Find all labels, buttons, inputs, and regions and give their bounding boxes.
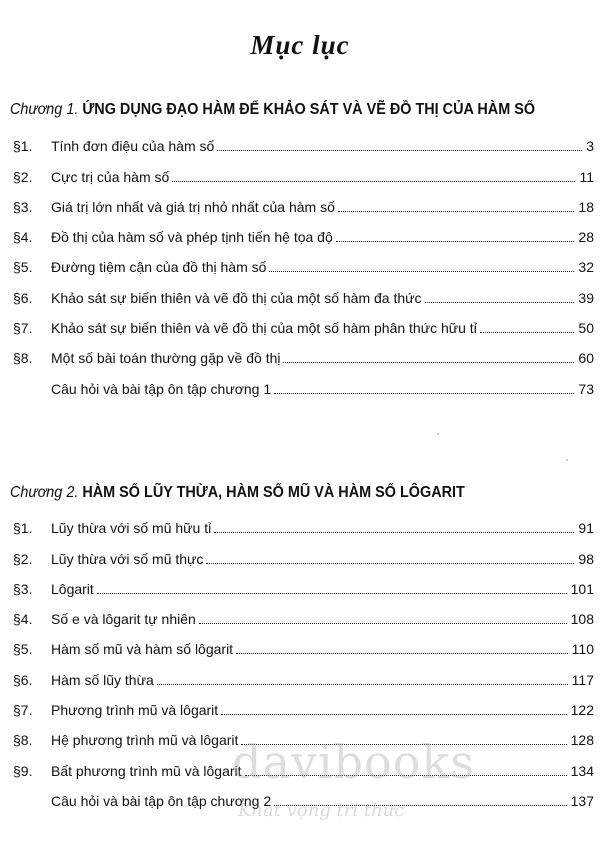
toc-entry[interactable] (10, 748, 594, 778)
dot-leader (214, 532, 574, 533)
section-number: §1. (13, 520, 33, 537)
section-number: §4. (13, 611, 33, 628)
chapter-label: Chương 2. (10, 484, 79, 501)
section-title: Khảo sát sự biến thiên và vẽ đồ thị của một số hàm phân thức hữu tỉ (51, 320, 477, 337)
chapter-title: ỨNG DỤNG ĐẠO HÀM ĐỂ KHẢO SÁT VÀ VẼ ĐỒ THỊ CỦA HÀM SỐ (82, 101, 536, 118)
page-number: 60 (578, 350, 594, 367)
toc-entry[interactable] (10, 154, 594, 184)
toc-entry[interactable] (10, 336, 594, 366)
toc-entry[interactable] (10, 185, 594, 215)
section-number: §2. (13, 168, 33, 185)
section-number: §1. (13, 138, 33, 155)
dot-leader (480, 332, 575, 333)
section-title: Số e và lôgarit tự nhiên (51, 611, 196, 628)
page-number: 91 (578, 520, 594, 537)
section-title: Đồ thị của hàm số và phép tịnh tiến hệ tọa độ (51, 229, 333, 246)
chapter-label: Chương 1. (10, 101, 79, 118)
section-title: Câu hỏi và bài tập ôn tập chương 2 (51, 792, 272, 809)
dot-leader (269, 271, 574, 272)
page-number: 110 (571, 641, 594, 658)
section-number: §3. (13, 580, 33, 597)
chapter-title: HÀM SỐ LŨY THỪA, HÀM SỐ MŨ VÀ HÀM SỐ LÔGARIT (82, 484, 465, 501)
dot-leader (157, 684, 568, 685)
toc-entry[interactable] (10, 718, 594, 748)
section-number: §8. (13, 350, 33, 367)
page-title: Mục lục (250, 30, 350, 60)
dot-leader (336, 241, 575, 242)
section-number: §7. (13, 320, 33, 337)
dot-leader (97, 593, 567, 594)
page-number: 50 (578, 320, 594, 337)
chapter-2-entries (10, 506, 594, 809)
section-title: Lũy thừa với số mũ hữu tỉ (51, 520, 212, 537)
toc-entry[interactable] (10, 627, 594, 657)
toc-entry[interactable] (10, 779, 594, 809)
page-number: 11 (579, 168, 594, 185)
section-number: §6. (13, 671, 33, 688)
section-title: Giá trị lớn nhất và giá trị nhỏ nhất của hàm số (51, 198, 335, 215)
dot-leader (241, 744, 566, 745)
dot-leader (172, 181, 575, 182)
dot-leader (236, 653, 568, 654)
toc-entry[interactable] (10, 657, 594, 687)
page-number: 128 (570, 732, 594, 749)
section-number: §3. (13, 198, 33, 215)
section-title: Câu hỏi và bài tập ôn tập chương 1 (51, 380, 272, 397)
dot-leader (199, 623, 567, 624)
toc-entry[interactable] (10, 597, 594, 627)
dot-leader (274, 805, 566, 806)
chapter-1-heading (10, 101, 555, 119)
dot-leader (283, 362, 574, 363)
toc-entry[interactable] (10, 536, 594, 566)
section-number: §6. (13, 289, 33, 306)
section-title: Lũy thừa với số mũ thực (51, 550, 204, 567)
toc-entry[interactable] (10, 215, 594, 245)
page-number: 98 (578, 550, 594, 567)
section-title: Hàm số lũy thừa (51, 671, 154, 688)
section-title: Lôgarit (51, 580, 94, 597)
section-title: Hệ phương trình mũ và lôgarit (51, 732, 239, 749)
page-number: 101 (570, 580, 594, 597)
section-number: §5. (13, 259, 33, 276)
section-number: §2. (13, 550, 33, 567)
watermark-tagline: Khát vọng tri thức (238, 800, 405, 821)
scan-speck (566, 459, 568, 461)
section-title: Khảo sát sự biến thiên và vẽ đồ thị của một số hàm đa thức (51, 289, 422, 306)
dot-leader (217, 150, 582, 151)
section-number: §4. (13, 229, 33, 246)
dot-leader (206, 563, 574, 564)
section-title: Bất phương trình mũ và lôgarit (51, 762, 242, 779)
section-title: Một số bài toán thường gặp về đồ thị (51, 350, 281, 367)
section-title: Đường tiệm cận của đồ thị hàm số (51, 259, 267, 276)
dot-leader (245, 775, 567, 776)
page-number: 122 (570, 702, 594, 719)
section-number: §7. (13, 702, 33, 719)
toc-entry[interactable] (10, 245, 594, 275)
section-title: Tính đơn điệu của hàm số (51, 138, 215, 155)
section-title: Cực trị của hàm số (51, 168, 170, 185)
page-number: 3 (586, 138, 594, 155)
page-number: 73 (578, 380, 594, 397)
toc-entry[interactable] (10, 688, 594, 718)
section-title: Phương trình mũ và lôgarit (51, 702, 219, 719)
section-number: §5. (13, 641, 33, 658)
toc-entry[interactable] (10, 306, 594, 336)
toc-entry[interactable] (10, 506, 594, 536)
page-number: 137 (570, 792, 594, 809)
section-number: §9. (13, 762, 33, 779)
page-number: 108 (570, 611, 594, 628)
dot-leader (221, 714, 566, 715)
dot-leader (274, 393, 574, 394)
page-number: 39 (578, 289, 594, 306)
page-number: 117 (571, 671, 594, 688)
scan-speck (437, 433, 439, 435)
dot-leader (338, 211, 575, 212)
watermark-logo: davibooks (232, 735, 475, 789)
section-title: Hàm số mũ và hàm số lôgarit (51, 641, 234, 658)
toc-entry[interactable] (10, 275, 594, 305)
toc-entry[interactable] (10, 567, 594, 597)
page-number: 18 (578, 198, 594, 215)
chapter-2-heading (10, 484, 555, 502)
section-number: §8. (13, 732, 33, 749)
chapter-1-entries (10, 124, 594, 397)
page-number: 32 (578, 259, 594, 276)
page-number: 28 (578, 229, 594, 246)
toc-entry[interactable] (10, 366, 594, 396)
toc-entry[interactable] (10, 124, 594, 154)
page-number: 134 (570, 762, 594, 779)
dot-leader (425, 302, 575, 303)
